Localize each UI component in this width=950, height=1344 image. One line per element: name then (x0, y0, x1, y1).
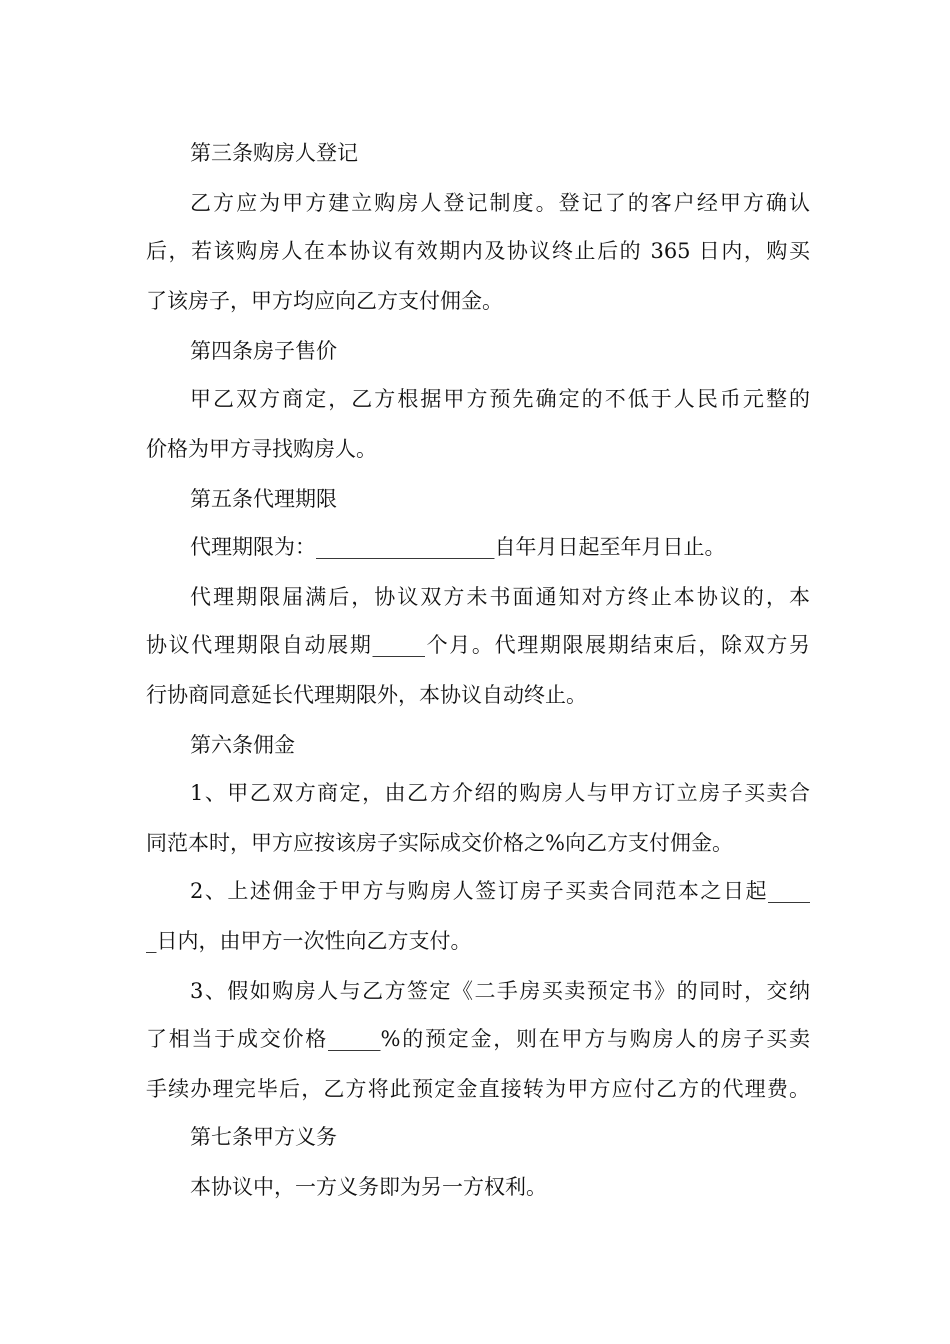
paragraph-line: 2、上述佣金于甲方与购房人签订房子买卖合同范本之日起____ (190, 879, 810, 903)
paragraph-line: 了相当于成交价格_____%的预定金，则在甲方与购房人的房子买卖 (146, 1027, 810, 1051)
heading-article-5: 第五条代理期限 (190, 487, 337, 511)
paragraph-line: 价格为甲方寻找购房人。 (146, 437, 377, 461)
paragraph-line: 同范本时，甲方应按该房子实际成交价格之%向乙方支付佣金。 (146, 831, 733, 855)
heading-article-7: 第七条甲方义务 (190, 1125, 337, 1149)
paragraph-line: 3、假如购房人与乙方签定《二手房买卖预定书》的同时，交纳 (190, 979, 810, 1003)
paragraph-line: 了该房子，甲方均应向乙方支付佣金。 (146, 289, 503, 313)
paragraph-line: 代理期限为：_________________自年月日起至年月日止。 (190, 535, 726, 559)
heading-article-6: 第六条佣金 (190, 733, 295, 757)
paragraph-line: 协议代理期限自动展期_____个月。代理期限展期结束后，除双方另 (146, 633, 810, 657)
paragraph-line: 后，若该购房人在本协议有效期内及协议终止后的 365 日内，购买 (146, 239, 810, 263)
paragraph-line: _日内，由甲方一次性向乙方支付。 (146, 929, 472, 953)
paragraph-line: 1、甲乙双方商定，由乙方介绍的购房人与甲方订立房子买卖合 (190, 781, 810, 805)
heading-article-4: 第四条房子售价 (190, 339, 337, 363)
paragraph-line: 乙方应为甲方建立购房人登记制度。登记了的客户经甲方确认 (190, 191, 810, 215)
paragraph-line: 行协商同意延长代理期限外，本协议自动终止。 (146, 683, 587, 707)
paragraph-line: 甲乙双方商定，乙方根据甲方预先确定的不低于人民币元整的 (190, 387, 810, 411)
heading-article-3: 第三条购房人登记 (190, 141, 358, 165)
paragraph-line: 代理期限届满后，协议双方未书面通知对方终止本协议的，本 (190, 585, 810, 609)
paragraph-line: 本协议中，一方义务即为另一方权利。 (190, 1175, 547, 1199)
paragraph-line: 手续办理完毕后，乙方将此预定金直接转为甲方应付乙方的代理费。 (146, 1077, 810, 1101)
